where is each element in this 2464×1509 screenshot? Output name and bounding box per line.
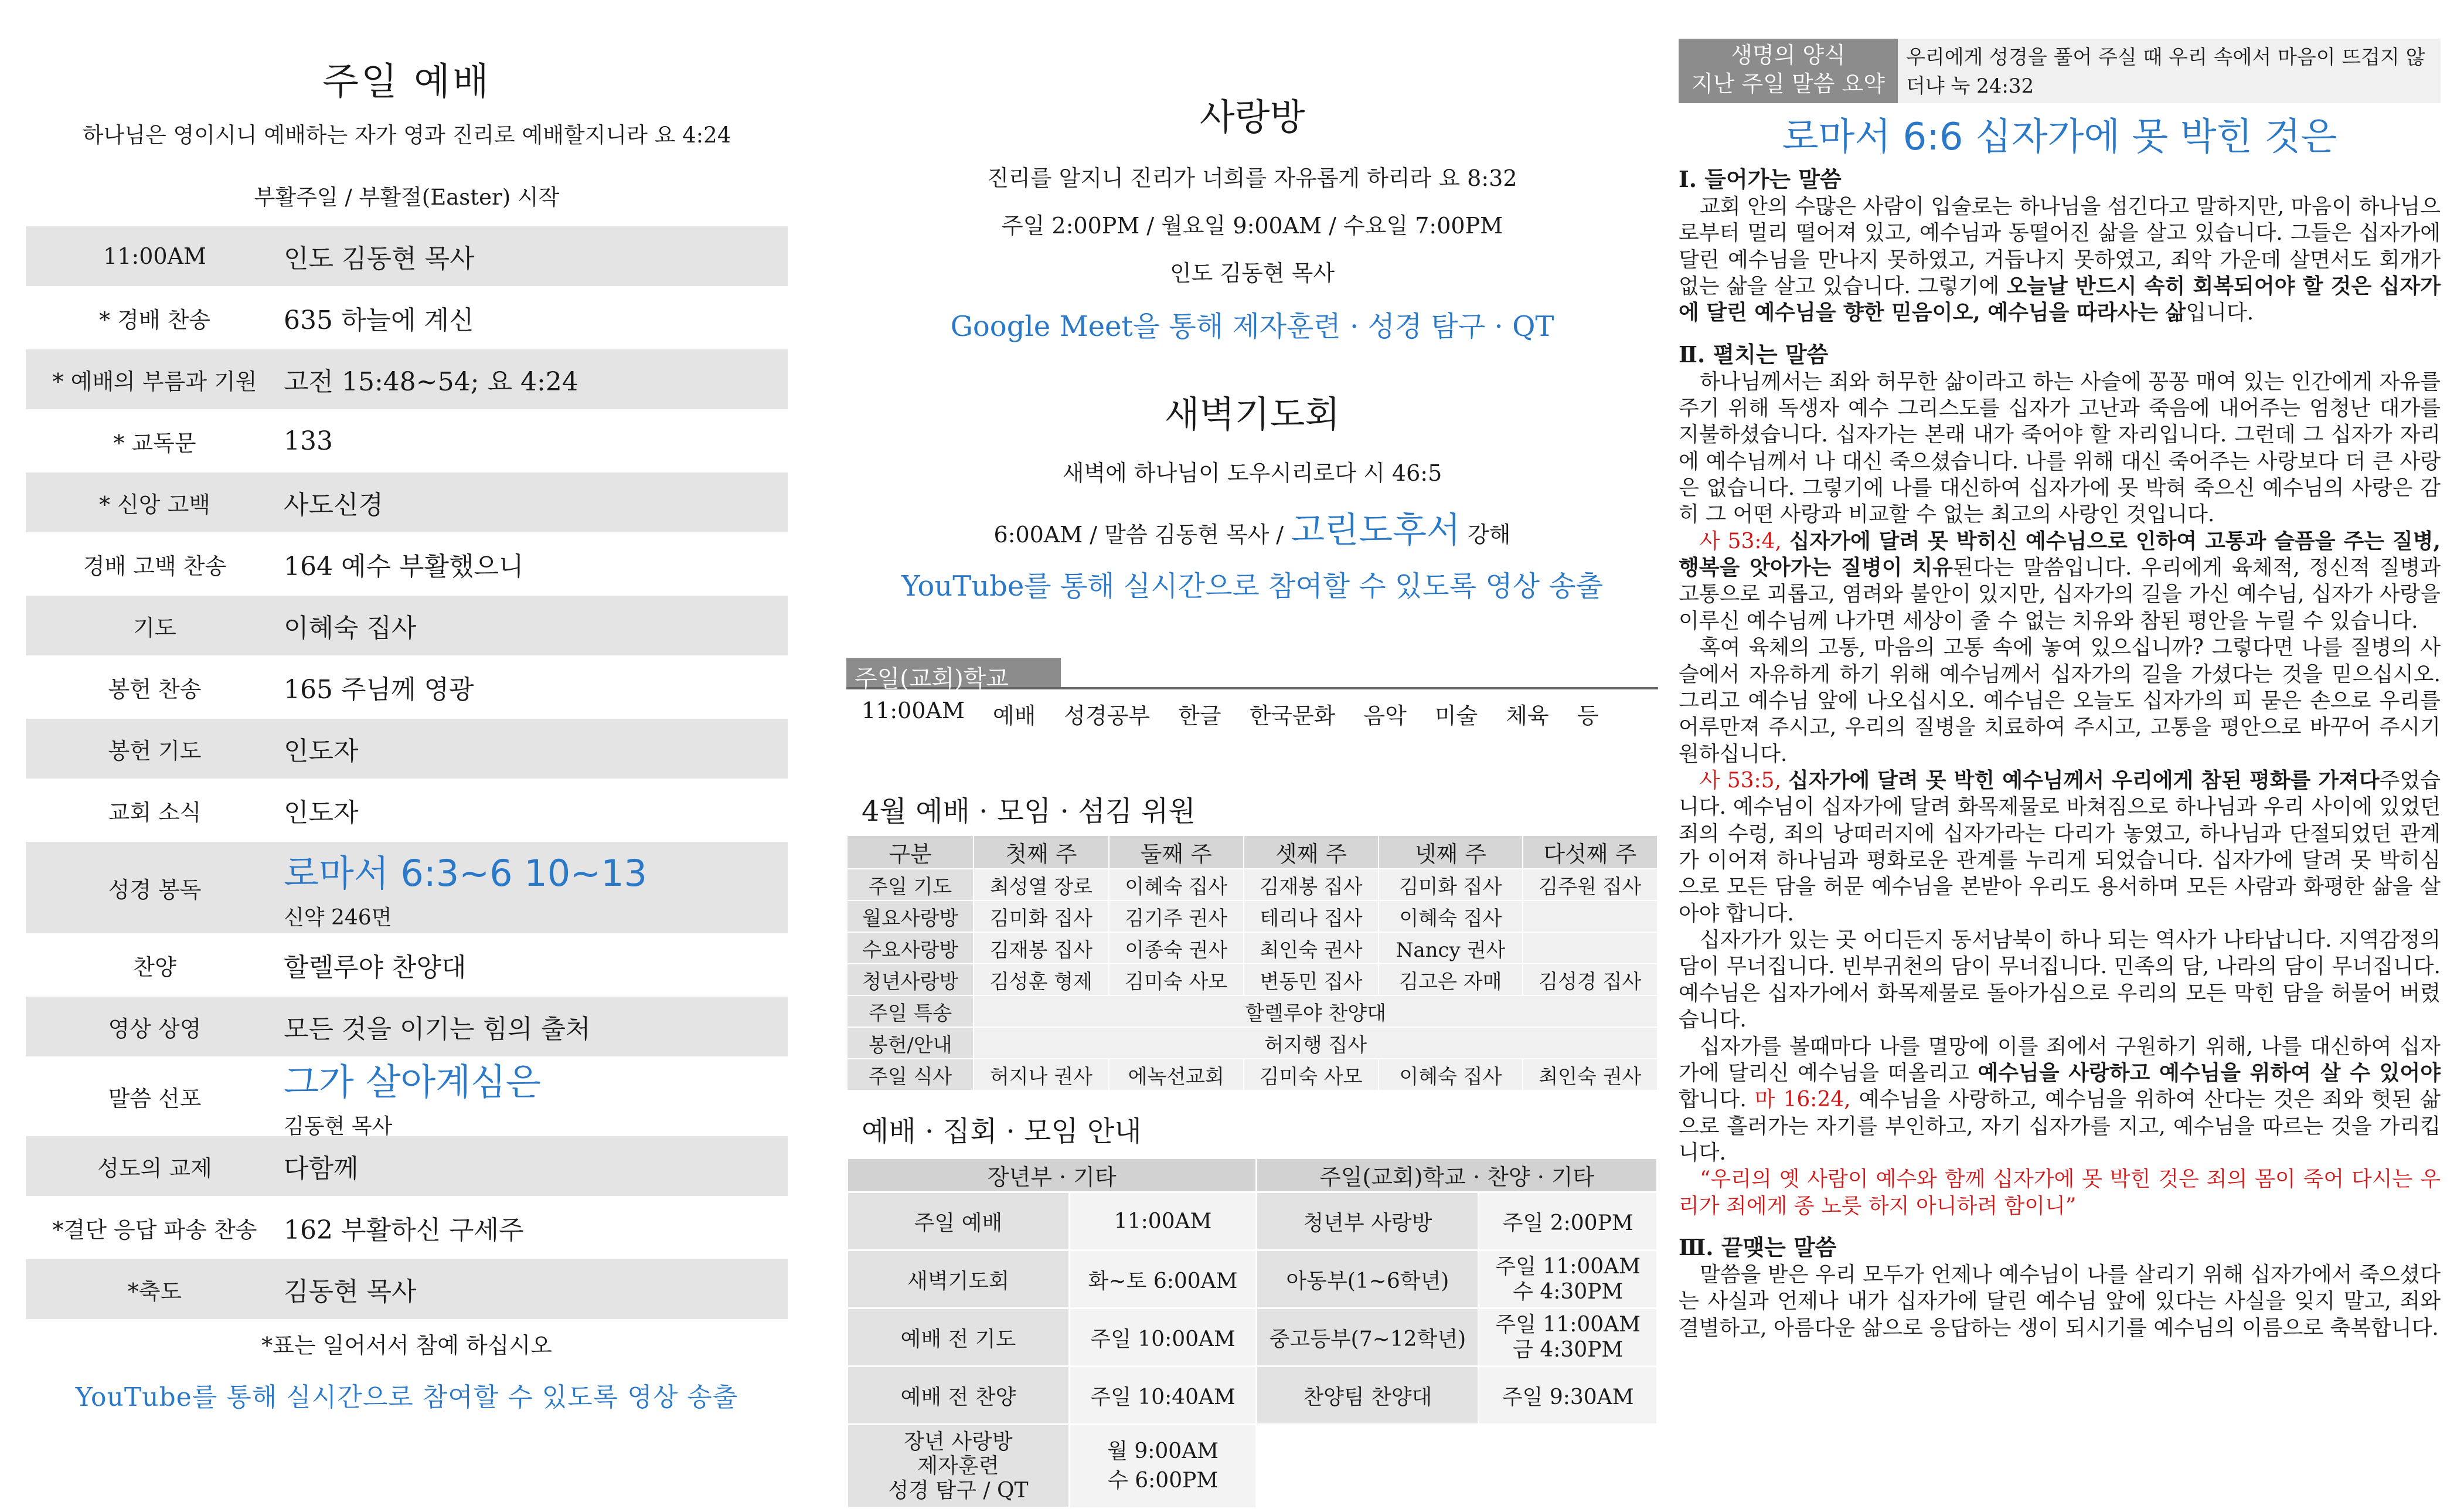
school-subject: 성경공부 <box>1064 703 1151 729</box>
paragraph: 하나님께서는 죄와 허무한 삶이라고 하는 사슬에 꽁꽁 매여 있는 인간에게 자유를 주기 위해 독생자 예수 그리스도를 십자가 고난과 죽음에 내어주는 엄청난 대가를 지불하셨습니다. 십자가는 본래 내가 죽어야 할 자리입니다. 그런데 그 십자가 자리에 예수님께서 나 대신 죽으셨습니다. 나를 위해 대신 죽어주는 사랑보다 더 큰 사랑은 없습니다. 그렇기에 나를 대신하여 십자가에 못 박혀 죽으신 예수님의 사랑은 감히 그 어떤 사랑과 비교할 수 없는 최고의 사랑인 것입니다. <box>1679 369 2441 527</box>
dawn-online: YouTube를 통해 실시간으로 참여할 수 있도록 영상 송출 <box>901 570 1604 603</box>
worship-verse: 하나님은 영이시니 예배하는 자가 영과 진리로 예배할지니라 요 4:24 <box>82 123 731 148</box>
order-value: 165 주님께 영광 <box>284 675 474 705</box>
table-cell: 주일 기도 <box>847 869 974 900</box>
table-cell: 김고은 자매 <box>1379 964 1522 995</box>
order-label: 경배 고백 찬송 <box>83 553 227 579</box>
order-value: 인도자 <box>284 798 359 828</box>
middle-column <box>846 0 1658 1509</box>
order-row <box>26 411 788 471</box>
table-cell: 중고등부(7~12학년) <box>1257 1309 1479 1367</box>
paragraph: 말씀을 받은 우리 모두가 언제나 예수님이 나를 살리기 위해 십자가에서 죽으셨다는 사실과 언제나 내가 십자가에 달린 예수님 앞에 있다는 사실을 잊지 말고, 죄와 결별하고, 아름다운 삶으로 응답하는 생이 되시기를 예수님의 이름으로 축복합니다. <box>1679 1262 2441 1340</box>
table-cell: 김재봉 집사 <box>1244 869 1379 900</box>
sermon-summary-column <box>1679 0 2441 1341</box>
table-row <box>847 995 1658 1027</box>
table-cell: 김미화 집사 <box>974 900 1108 932</box>
order-value: 모든 것을 이기는 힘의 출처 <box>284 1014 591 1044</box>
order-row <box>26 288 788 348</box>
order-row <box>26 1058 788 1138</box>
order-row <box>26 534 788 594</box>
paragraph <box>1679 1034 2441 1167</box>
school-header <box>846 655 1658 692</box>
table-cell: 수요사랑방 <box>847 932 974 964</box>
scripture-reading: 로마서 6:3~6 10~13 <box>284 852 648 895</box>
table-cell: 주일 특송 <box>847 995 974 1027</box>
text: 된다는 말씀입니다. 우리에게 육체적, 정신적 질병과 고통으로 괴롭고, 염려와 불안이 있지만, 십자가의 길을 가신 예수님, 십자가 사랑을 이루신 예수님께 나가면 세상이 줄 수 없는 치유와 참된 평안을 누릴 수 있습니다. <box>1679 556 2441 633</box>
school-subject: 11:00AM <box>862 698 965 723</box>
table-cell: 이종숙 권사 <box>1109 932 1244 964</box>
table-cell: 아동부(1~6학년) <box>1257 1250 1479 1309</box>
section-heading: Ⅲ. 끝맺는 말씀 <box>1679 1234 1837 1261</box>
order-row <box>26 596 788 655</box>
committee-table <box>846 835 1658 1091</box>
sarang-title: 사랑방 <box>1199 96 1305 138</box>
table-row <box>848 1425 1658 1508</box>
table-cell: 월 9:00AM 수 6:00PM <box>1069 1425 1256 1508</box>
school-subject: 예배 <box>992 703 1036 729</box>
summary-header <box>1679 39 2441 103</box>
summary-title: 로마서 6:6 십자가에 못 박힌 것은 <box>1782 115 2337 159</box>
sermon-block <box>284 1053 788 1140</box>
table-row <box>847 932 1658 964</box>
order-value: 사도신경 <box>284 490 384 520</box>
worship-order-list <box>26 226 788 1319</box>
order-label: * 예배의 부름과 기원 <box>52 368 257 395</box>
table-cell: 장년 사랑방 제자훈련 성경 탐구 / QT <box>848 1425 1070 1508</box>
table-cell: Nancy 권사 <box>1379 932 1522 964</box>
order-value: 133 <box>284 426 333 456</box>
guide-header: 주일(교회)학교 · 찬양 · 기타 <box>1257 1158 1658 1192</box>
table-cell: 월요사랑방 <box>847 900 974 932</box>
emphasis: 십자가에 달려 못 박힌 예수님께서 우리에게 참된 평화를 가져다 <box>1788 767 2380 793</box>
table-cell: 에녹선교회 <box>1109 1059 1244 1090</box>
text: 교회 안의 수많은 사람이 입술로는 하나님을 섬긴다고 말하지만, 마음이 하나님으로부터 멀리 떨어져 있고, 예수님과 동떨어진 삶을 살고 있습니다. 그들은 십자가에 달린 예수님을 만나지 못하였고, 거듭나지 못하였고, 죄악 가운데 살면서도 회개가 없는 삶을 살고 있습니다. 그렇기에 <box>1679 194 2441 298</box>
order-label: 성경 봉독 <box>108 876 202 903</box>
table-cell <box>1479 1425 1658 1508</box>
table-cell <box>1523 932 1658 964</box>
table-cell: 청년사랑방 <box>847 964 974 995</box>
order-label: *축도 <box>127 1278 182 1304</box>
order-value: 인도 김동현 목사 <box>284 244 475 274</box>
youtube-notice: YouTube를 통해 실시간으로 참여할 수 있도록 영상 송출 <box>75 1382 738 1412</box>
table-cell: 주일 식사 <box>847 1059 974 1090</box>
summary-label <box>1679 39 1898 103</box>
order-label: 봉헌 찬송 <box>108 676 202 702</box>
table-cell: 예배 전 찬양 <box>848 1367 1070 1425</box>
order-row <box>26 1198 788 1258</box>
school-subject: 한글 <box>1178 703 1221 729</box>
table-row <box>848 1250 1658 1309</box>
table-cell: 이혜숙 집사 <box>1109 869 1244 900</box>
paragraph <box>1679 193 2441 327</box>
order-label: 11:00AM <box>103 243 206 269</box>
text: 예수님을 사랑하고, 예수님을 위하여 산다는 것은 죄와 헛된 삶으로 흘러가는 자기를 부인하고, 자기 십자가를 지고, 예수님을 따르는 것을 가리킵니다. <box>1679 1087 2441 1165</box>
committee-header: 구분 <box>847 835 974 869</box>
order-value: 김동현 목사 <box>284 1277 417 1307</box>
sarang-verse: 진리를 알지니 진리가 너희를 자유롭게 하리라 요 8:32 <box>987 165 1517 191</box>
table-cell: 최성열 장로 <box>974 869 1108 900</box>
order-row <box>26 1136 788 1196</box>
committee-header: 셋째 주 <box>1244 835 1379 869</box>
order-label: * 교독문 <box>113 430 196 456</box>
order-label: *결단 응답 파송 찬송 <box>52 1216 257 1243</box>
order-row <box>26 935 788 995</box>
order-label: * 신앙 고백 <box>99 491 210 518</box>
order-label: 성도의 교제 <box>97 1155 212 1181</box>
paragraph <box>1679 528 2441 634</box>
worship-title: 주일 예배 <box>322 60 491 104</box>
standing-note: *표는 일어서서 참예 하십시오 <box>261 1333 552 1358</box>
committee-header: 둘째 주 <box>1109 835 1244 869</box>
table-cell: 주일 2:00PM <box>1479 1192 1658 1250</box>
table-cell: 예배 전 기도 <box>848 1309 1070 1367</box>
table-cell: 김성경 집사 <box>1523 964 1658 995</box>
committee-header: 첫째 주 <box>974 835 1108 869</box>
order-value: 이혜숙 집사 <box>284 613 417 643</box>
order-label: 영상 상영 <box>108 1015 202 1042</box>
school-subject: 등 <box>1577 703 1599 729</box>
table-cell <box>1257 1425 1479 1508</box>
table-cell: 김미숙 사모 <box>1109 964 1244 995</box>
quote: “우리의 옛 사람이 예수와 함께 십자가에 못 박힌 것은 죄의 몸이 죽어 다시는 우리가 죄에게 종 노릇 하지 아니하려 함이니” <box>1679 1167 2441 1218</box>
table-cell: 주일 11:00AM 수 4:30PM <box>1479 1250 1658 1309</box>
dawn-verse: 새벽에 하나님이 도우시리로다 시 46:5 <box>1062 460 1442 486</box>
text: 입니다. <box>2186 301 2254 325</box>
table-cell: 봉헌/안내 <box>847 1027 974 1059</box>
table-cell: 주일 10:40AM <box>1069 1367 1256 1425</box>
worship-subtitle: 부활주일 / 부활절(Easter) 시작 <box>254 185 560 210</box>
table-cell: 김성훈 형제 <box>974 964 1108 995</box>
section-heading: Ⅱ. 펼치는 말씀 <box>1679 341 1829 368</box>
dawn-time-line <box>846 502 1658 553</box>
order-row <box>26 780 788 840</box>
table-cell: 최인숙 권사 <box>1244 932 1379 964</box>
school-subject: 미술 <box>1434 703 1478 729</box>
sarang-leader: 인도 김동현 목사 <box>1169 260 1335 286</box>
summary-label-line2: 지난 주일 말씀 요약 <box>1692 71 1885 97</box>
paragraph: 혹여 육체의 고통, 마음의 고통 속에 놓여 있으십니까? 그렇다면 나를 질병의 사슬에서 자유하게 하기 위해 예수님께서 십자가의 길을 가셨다는 것을 믿으십시오. 그리고 예수님 앞에 나오십시오. 예수님은 오늘도 십자가의 피 묻은 손으로 우리를 어루만져 주시고, 우리의 질병을 치료하여 주시고, 고통을 평안으로 바꾸어 주시기 원하십니다. <box>1679 635 2441 766</box>
school-subject: 음악 <box>1363 703 1407 729</box>
table-cell <box>1523 900 1658 932</box>
table-cell: 할렐루야 찬양대 <box>974 995 1658 1027</box>
order-label: 봉헌 기도 <box>108 737 202 764</box>
table-row <box>847 1059 1658 1090</box>
section-heading: Ⅰ. 들어가는 말씀 <box>1679 166 1842 192</box>
worship-order-column <box>26 0 788 1413</box>
order-row <box>26 657 788 717</box>
order-row <box>26 1259 788 1319</box>
sarang-online: Google Meet을 통해 제자훈련 · 성경 탐구 · QT <box>950 310 1554 343</box>
scripture-ref: 사 53:4, <box>1700 529 1789 553</box>
order-value: 고전 15:48~54; 요 4:24 <box>284 367 578 397</box>
emphasis: 예수님을 사랑하고 예수님을 위하여 살 수 있어야 <box>1978 1060 2441 1085</box>
order-value: 할렐루야 찬양대 <box>284 953 467 983</box>
table-cell: 주일 예배 <box>848 1192 1070 1250</box>
summary-label-line1: 생명의 양식 <box>1731 42 1846 68</box>
dawn-title: 새벽기도회 <box>1164 393 1340 436</box>
table-row <box>847 900 1658 932</box>
paragraph <box>1679 767 2441 927</box>
table-cell: 변동민 집사 <box>1244 964 1379 995</box>
order-row <box>26 473 788 532</box>
table-row <box>848 1192 1658 1250</box>
table-cell: 김기주 권사 <box>1109 900 1244 932</box>
scripture-ref: 사 53:5, <box>1700 768 1789 793</box>
table-cell: 김주원 집사 <box>1523 869 1658 900</box>
order-label: 찬양 <box>133 954 176 980</box>
order-label: * 경배 찬송 <box>99 307 210 333</box>
order-value: 635 하늘에 계신 <box>284 305 474 335</box>
scripture-page: 신약 246면 <box>284 906 392 930</box>
table-cell: 테리나 집사 <box>1244 900 1379 932</box>
table-cell: 화~토 6:00AM <box>1069 1250 1256 1309</box>
table-cell: 허지행 집사 <box>974 1027 1658 1059</box>
emphasis: 오늘날 반드시 속히 회복되어야 할 것은 십자가에 달린 예수님을 향한 믿음이오, 예수님을 따라사는 삶 <box>1679 273 2441 325</box>
table-row <box>847 964 1658 995</box>
school-subject: 체육 <box>1506 703 1549 729</box>
sermon-title: 그가 살아계심은 <box>284 1061 541 1103</box>
table-cell: 김미숙 사모 <box>1244 1059 1379 1090</box>
committee-title: 4월 예배 · 모임 · 섬김 위원 <box>862 795 1196 828</box>
table-cell: 이혜숙 집사 <box>1379 900 1522 932</box>
committee-header: 다섯째 주 <box>1523 835 1658 869</box>
sarang-times: 주일 2:00PM / 월요일 9:00AM / 수요일 7:00PM <box>1001 213 1503 239</box>
table-row <box>848 1367 1658 1425</box>
dawn-time: 6:00AM / 말씀 김동현 목사 / <box>993 522 1291 548</box>
order-value: 162 부활하신 구세주 <box>284 1215 524 1245</box>
table-cell: 주일 11:00AM 금 4:30PM <box>1479 1309 1658 1367</box>
order-value: 인도자 <box>284 736 359 766</box>
table-cell: 최인숙 권사 <box>1523 1059 1658 1090</box>
table-cell: 11:00AM <box>1069 1192 1256 1250</box>
order-label: 교회 소식 <box>108 799 202 825</box>
table-cell: 새벽기도회 <box>848 1250 1070 1309</box>
order-label: 기도 <box>133 614 176 641</box>
school-subject: 한국문화 <box>1249 703 1336 729</box>
guide-header: 장년부 · 기타 <box>848 1158 1257 1192</box>
order-value: 다함께 <box>284 1154 359 1184</box>
scripture-reading-block <box>284 844 788 931</box>
text: 주었습니다. 예수님이 십자가에 달려 화목제물로 바쳐짐으로 하나님과 우리 사이에 있었던 죄의 수렁, 죄의 낭떠러지에 십자가라는 다리가 놓였고, 하나님과 단절되었던 관계가 이어져 하나님과 평화로운 관계를 누리게 되었습니다. 십자가에 달려 못 박히심으로 모든 담을 허문 예수님을 본받아 우리도 용서하며 모든 사람과 화평한 삶을 살아야 합니다. <box>1679 768 2441 926</box>
emphasis: 십자가에 달려 못 박히신 예수님으로 인하여 고통과 슬픔을 주는 질병, 행복을 앗아가는 질병이 치유 <box>1679 528 2441 580</box>
school-tag: 주일(교회)학교 <box>846 658 1061 687</box>
text: 합니다. <box>1679 1087 1755 1112</box>
text: 십자가를 볼때마다 나를 멸망에 이를 죄에서 구원하기 위해, 나를 대신하여 십자가에 달리신 예수님을 떠올리고 <box>1679 1034 2441 1085</box>
order-row <box>26 349 788 409</box>
table-cell: 찬양팀 찬양대 <box>1257 1367 1479 1425</box>
table-row <box>847 1027 1658 1059</box>
table-cell: 김재봉 집사 <box>974 932 1108 964</box>
dawn-book: 고린도후서 <box>1291 510 1461 551</box>
guide-title: 예배 · 집회 · 모임 안내 <box>862 1115 1142 1148</box>
table-cell: 김미화 집사 <box>1379 869 1522 900</box>
summary-verse: 우리에게 성경을 풀어 주실 때 우리 속에서 마음이 뜨겁지 않더냐 눅 24:32 <box>1898 39 2441 103</box>
sermon-preacher: 김동현 목사 <box>284 1114 393 1138</box>
order-row <box>26 719 788 779</box>
table-cell: 주일 9:30AM <box>1479 1367 1658 1425</box>
guide-table <box>846 1157 1658 1509</box>
dawn-suffix: 강해 <box>1461 522 1511 548</box>
table-row <box>847 869 1658 900</box>
school-subjects <box>846 698 1658 730</box>
table-cell: 허지나 권사 <box>974 1059 1108 1090</box>
order-row <box>26 842 788 933</box>
table-cell: 이혜숙 집사 <box>1379 1059 1522 1090</box>
table-cell: 청년부 사랑방 <box>1257 1192 1479 1250</box>
committee-header: 넷째 주 <box>1379 835 1522 869</box>
order-row <box>26 226 788 286</box>
table-cell: 주일 10:00AM <box>1069 1309 1256 1367</box>
scripture-ref: 마 16:24, <box>1754 1087 1859 1112</box>
paragraph: 십자가가 있는 곳 어디든지 동서남북이 하나 되는 역사가 나타납니다. 지역감정의 담이 무너집니다. 빈부귀천의 담이 무너집니다. 민족의 담, 나라의 담이 무너집니다. 예수님은 십자가에서 화목제물로 돌아가심으로 우리의 모든 막힌 담을 허물어 버렸습니다. <box>1679 928 2441 1032</box>
order-label: 말씀 선포 <box>108 1085 202 1112</box>
table-row <box>848 1309 1658 1367</box>
order-value: 164 예수 부활했으니 <box>284 552 524 582</box>
summary-body <box>1679 165 2441 1341</box>
order-row <box>26 997 788 1056</box>
